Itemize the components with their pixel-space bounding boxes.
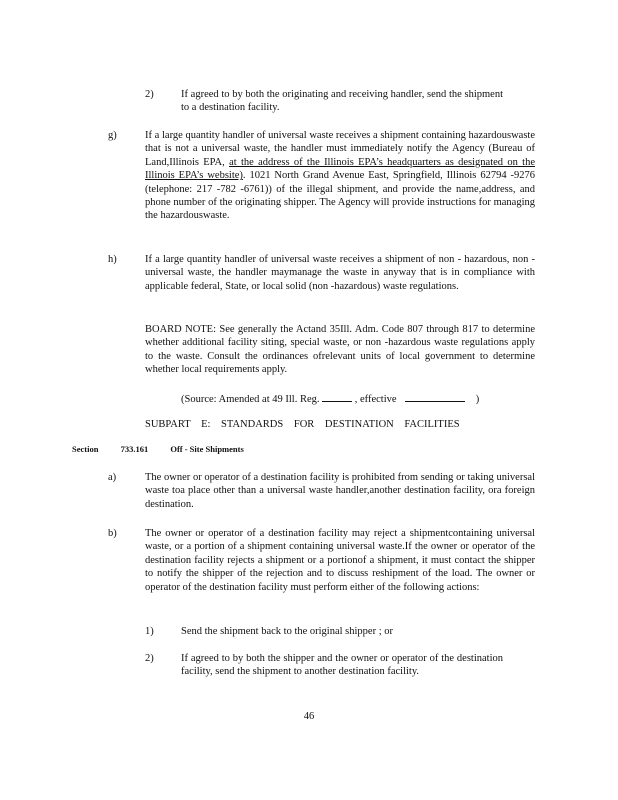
item-label: b) bbox=[108, 528, 117, 539]
source-note bbox=[181, 392, 479, 406]
item-text: Send the shipment back to the original shipper ; or bbox=[181, 626, 393, 637]
item-label: h) bbox=[108, 254, 117, 265]
section-word: Section bbox=[72, 444, 99, 454]
page-number: 46 bbox=[303, 711, 315, 722]
paragraph-g bbox=[145, 129, 535, 223]
subpart-heading: SUBPART E: STANDARDS FOR DESTINATION FACILITIES bbox=[145, 419, 460, 430]
item-label: 2) bbox=[145, 653, 154, 664]
paragraph-b: The owner or operator of a destination facility may reject a shipmentcontaining universal waste, or a portion of a shipment containing universal waste.If the owner or operator of the destination facility rejects a shipment or a portionof a shipment, it must contact the shipper to notify the shipper of the rejection and to discuss reshipment of the load. The owner or operator of the destination facility must perform either of the following actions: bbox=[145, 528, 535, 593]
source-text: (Source: Amended at 49 Ill. Reg. bbox=[181, 394, 320, 405]
paragraph-h: If a large quantity handler of universal waste receives a shipment of non - hazardous, non -universal waste, the handler maymanage the waste in anyway that is in compliance with applicable federal, State, or local solid (non -hazardous) waste regulations. bbox=[145, 254, 535, 292]
paragraph-text: If a large quantity handler of universal waste receives a shipment containing hazardouswaste that is not a universal waste, the handler must immediately notify the Agency (Bureau of Land,Illinois EPA, bbox=[145, 130, 535, 168]
item-label: a) bbox=[108, 472, 117, 483]
item-label: g) bbox=[108, 130, 117, 141]
source-text: ) bbox=[475, 394, 480, 405]
board-note: BOARD NOTE: See generally the Actand 35Ill. Adm. Code 807 through 817 to determine whether additional facility siting, special waste, or non -hazardous waste regulations apply to the waste. Consult the ordinances ofrelevant units of local government to determine whether local requirements apply. bbox=[145, 324, 535, 376]
blank-line bbox=[322, 392, 352, 402]
paragraph-text: . 1021 North Grand Avenue East, Springfield, Illinois 62794 -9276 (telephone: 217 -782 -6761)) of the illegal shipment, and provide the name,address, and phone number of the originating shipper. The Agency will provide instructions for managing the hazardouswaste. bbox=[145, 170, 535, 222]
item-text: If agreed to by both the shipper and the owner or operator of the destination facility, send the shipment to another destination facility. bbox=[181, 653, 503, 678]
underlined-amendment: at the address of the Illinois EPA’s headquarters as designated on the Illinois EPA’s website) bbox=[145, 156, 535, 182]
source-text: , effective bbox=[354, 394, 397, 405]
section-number: 733.161 bbox=[120, 444, 149, 454]
paragraph-a: The owner or operator of a destination facility is prohibited from sending or taking universal waste toa place other than a universal waste handler,another destination facility, ora foreign destination. bbox=[145, 472, 535, 510]
blank-line bbox=[405, 392, 465, 402]
item-text: If agreed to by both the originating and receiving handler, send the shipment to a destination facility. bbox=[181, 89, 503, 114]
section-heading bbox=[72, 444, 258, 455]
item-label: 2) bbox=[145, 89, 154, 100]
section-title: Off - Site Shipments bbox=[170, 444, 244, 454]
item-label: 1) bbox=[145, 626, 154, 637]
